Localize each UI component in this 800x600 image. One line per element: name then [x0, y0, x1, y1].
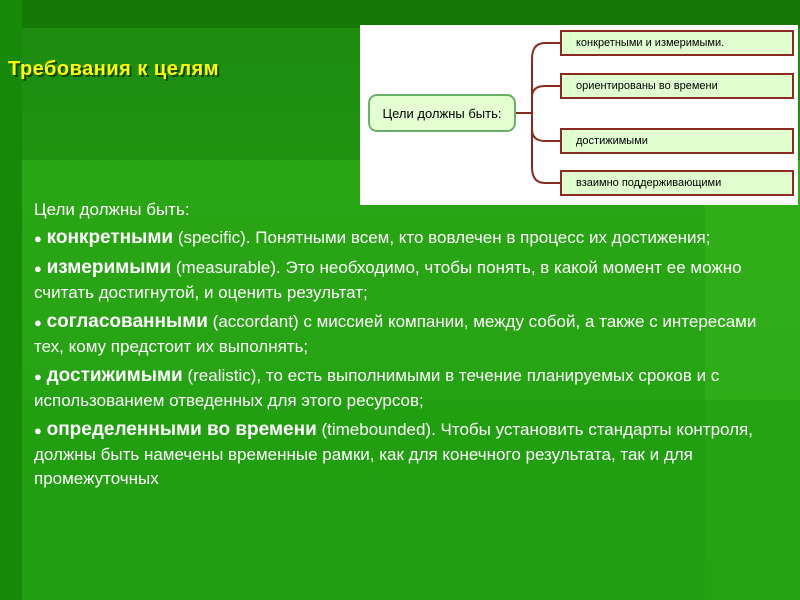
- slide-title: Требования к целям: [8, 58, 220, 80]
- bullet-icon: ●: [34, 369, 42, 384]
- item-term: конкретными: [46, 227, 174, 248]
- diagram-center-box: Цели должны быть:: [368, 94, 516, 132]
- item-term: достижимыми: [46, 365, 183, 386]
- bullet-icon: ●: [34, 261, 42, 276]
- diagram-leaf-supporting: взаимно поддерживающими: [560, 170, 794, 196]
- connector-2: [532, 86, 560, 97]
- bullet-icon: ●: [34, 315, 42, 330]
- item-term: определенными во времени: [46, 419, 317, 440]
- diagram-leaf-specific: конкретными и измеримыми.: [560, 30, 794, 56]
- bullet-icon: ●: [34, 231, 42, 246]
- connector-1: [532, 43, 560, 113]
- goals-diagram: [360, 25, 798, 205]
- slide-body: [34, 198, 784, 496]
- bullet-icon: ●: [34, 423, 42, 438]
- list-item: [34, 226, 784, 251]
- item-description: (realistic), то есть выполнимыми в течение планируемых сроков и с использованием отведенных для этого ресурсов;: [34, 366, 720, 410]
- item-description: (timebounded). Чтобы установить стандарты контроля, должны быть намечены временные рамки, как для конечного результата, так и для промежуточных: [34, 420, 753, 488]
- item-term: измеримыми: [46, 257, 172, 278]
- list-item: [34, 364, 784, 413]
- item-description: (measurable). Это необходимо, чтобы понять, в какой момент ее можно считать достигнутой, и оценить результат;: [34, 258, 742, 302]
- connector-3: [532, 129, 560, 141]
- item-description: (accordant) с миссией компании, между собой, а также с интересами тех, кому предстоит их выполнять;: [34, 312, 757, 356]
- background-band-left: [0, 0, 22, 600]
- diagram-leaf-time: ориентированы во времени: [560, 73, 794, 99]
- item-term: согласованными: [46, 311, 208, 332]
- background-band-top: [0, 0, 800, 28]
- list-item: [34, 310, 784, 359]
- list-item: [34, 256, 784, 305]
- item-description: (specific). Понятными всем, кто вовлечен в процесс их достижения;: [173, 228, 711, 247]
- body-intro: Цели должны быть:: [34, 200, 190, 219]
- list-item: [34, 418, 784, 491]
- diagram-leaf-achievable: достижимыми: [560, 128, 794, 154]
- connector-4: [532, 113, 560, 183]
